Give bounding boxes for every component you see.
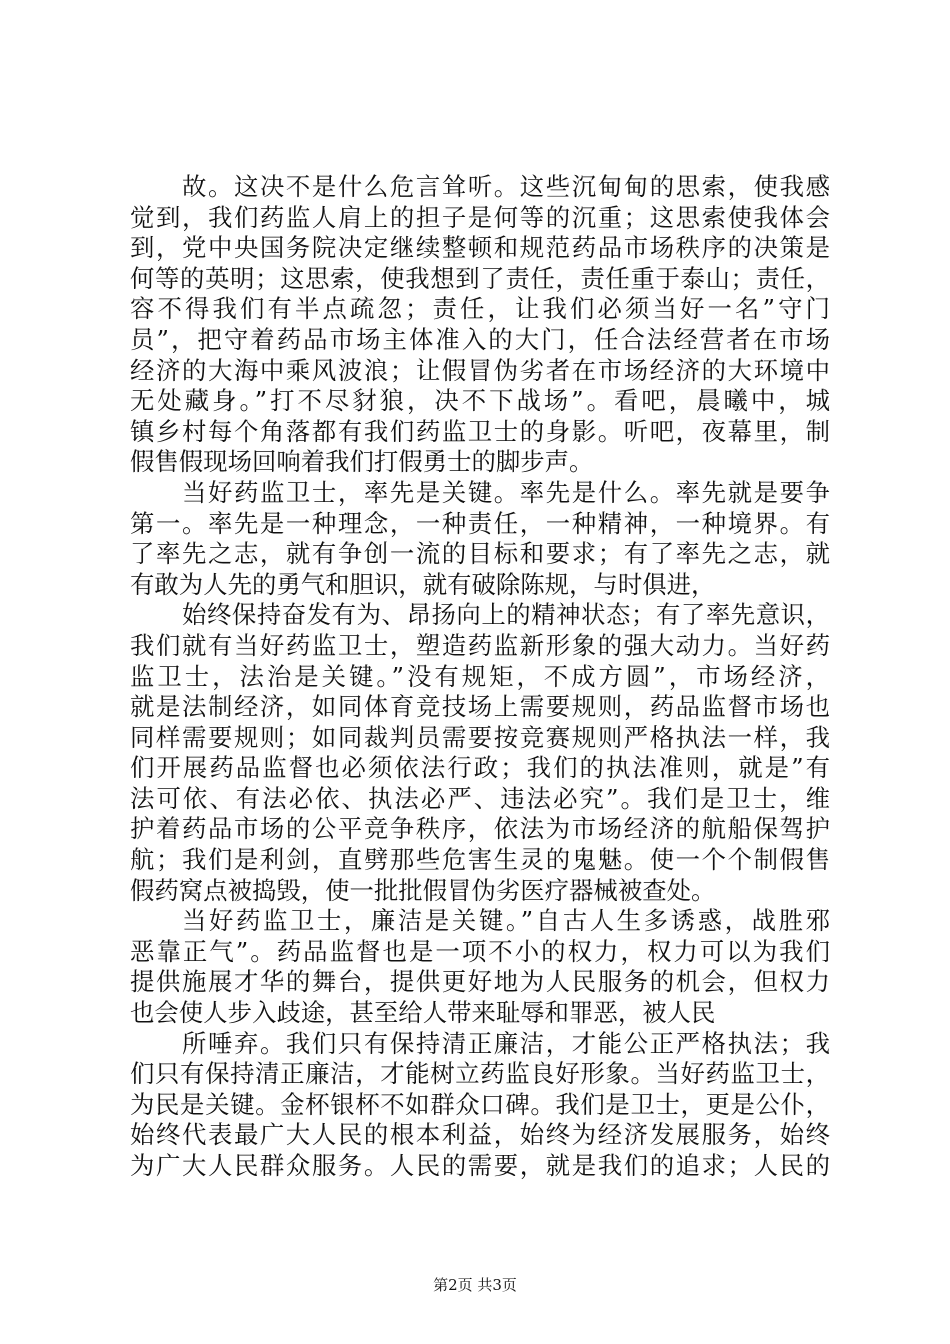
paragraph-line: 当好药监卫士，率先是关键。率先是什么。率先就是要争	[182, 477, 830, 507]
paragraph-line: 故。这决不是什么危言耸听。这些沉甸甸的思索，使我感	[182, 172, 830, 201]
paragraph-line: 容不得我们有半点疏忽；责任，让我们必须当好一名”守门	[130, 294, 830, 324]
paragraph-line: 航；我们是利剑，直劈那些危害生灵的鬼魅。使一个个制假售	[130, 845, 830, 875]
paragraph-line: 们开展药品监督也必须依法行政；我们的执法准则，就是”有	[130, 753, 830, 783]
paragraph-line: 员”，把守着药品市场主体准入的大门，任合法经营者在市场	[130, 324, 830, 354]
paragraph-line: 为民是关键。金杯银杯不如群众口碑。我们是卫士，更是公仆，	[130, 1089, 830, 1119]
paragraph-line: 假药窝点被捣毁，使一批批假冒伪劣医疗器械被查处。	[130, 875, 716, 905]
paragraph-line: 监卫士，法治是关键。”没有规矩，不成方圆”，市场经济，	[130, 661, 830, 691]
paragraph-line: 无处藏身。”打不尽豺狼，决不下战场”。看吧，晨曦中，城	[130, 386, 830, 416]
paragraph-line: 何等的英明；这思索，使我想到了责任，责任重于泰山；责任，	[130, 263, 830, 293]
paragraph-line: 们只有保持清正廉洁，才能树立药监良好形象。当好药监卫士，	[130, 1059, 830, 1089]
paragraph-line: 同样需要规则；如同裁判员需要按竞赛规则严格执法一样，我	[130, 722, 830, 752]
paragraph-line: 法可依、有法必依、执法必严、违法必究”。我们是卫士，维	[130, 783, 830, 813]
paragraph-line: 所唾弃。我们只有保持清正廉洁，才能公正严格执法；我	[182, 1028, 830, 1058]
paragraph-line: 到，党中央国务院决定继续整顿和规范药品市场秩序的决策是	[130, 233, 830, 263]
paragraph-line: 第一。率先是一种理念，一种责任，一种精神，一种境界。有	[130, 508, 830, 538]
paragraph-line: 就是法制经济，如同体育竞技场上需要规则，药品监督市场也	[130, 692, 830, 722]
paragraph-line: 镇乡村每个角落都有我们药监卫士的身影。听吧，夜幕里，制	[130, 416, 830, 446]
paragraph-line: 提供施展才华的舞台，提供更好地为人民服务的机会，但权力	[130, 967, 830, 997]
body-text	[130, 172, 830, 1182]
paragraph-line: 为广大人民群众服务。人民的需要，就是我们的追求；人民的	[130, 1151, 830, 1180]
page-footer: 第2页 共3页	[433, 1276, 517, 1294]
paragraph-line: 当好药监卫士，廉洁是关键。”自古人生多诱惑，战胜邪	[182, 906, 830, 936]
paragraph-line: 假售假现场回响着我们打假勇士的脚步声。	[130, 447, 594, 477]
paragraph-line: 我们就有当好药监卫士，塑造药监新形象的强大动力。当好药	[130, 630, 830, 660]
paragraph-line: 经济的大海中乘风波浪；让假冒伪劣者在市场经济的大环境中	[130, 355, 830, 385]
paragraph-line: 恶靠正气”。药品监督也是一项不小的权力，权力可以为我们	[130, 936, 830, 966]
paragraph-line: 觉到，我们药监人肩上的担子是何等的沉重；这思索使我体会	[130, 202, 830, 232]
paragraph-line: 护着药品市场的公平竞争秩序，依法为市场经济的航船保驾护	[130, 814, 830, 844]
paragraph-line: 始终代表最广大人民的根本利益，始终为经济发展服务，始终	[130, 1120, 830, 1150]
paragraph-line: 始终保持奋发有为、昂扬向上的精神状态；有了率先意识，	[182, 600, 830, 630]
paragraph-line: 也会使人步入歧途，甚至给人带来耻辱和罪恶，被人民	[130, 998, 716, 1028]
paragraph-line: 了率先之志，就有争创一流的目标和要求；有了率先之志，就	[130, 539, 830, 569]
paragraph-line: 有敢为人先的勇气和胆识，就有破除陈规，与时俱进，	[130, 569, 716, 599]
